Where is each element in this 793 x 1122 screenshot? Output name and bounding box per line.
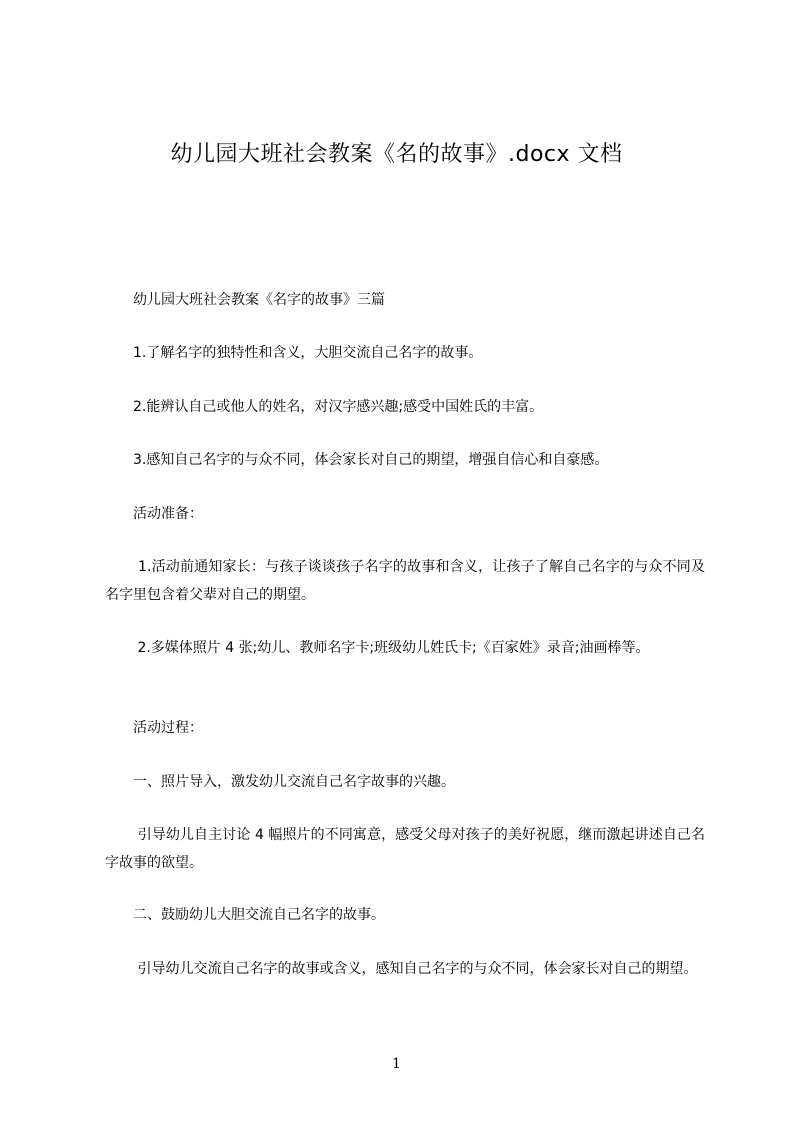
document-title: 幼儿园大班社会教案《名的故事》.docx 文档 [170, 142, 623, 167]
paragraph-step-1-heading: 一、照片导入，激发幼儿交流自己名字故事的兴趣。 [105, 774, 455, 790]
paragraph-step-2-heading: 二、鼓励幼儿大胆交流自己名字的故事。 [105, 907, 385, 923]
paragraph-step-2-body: 引导幼儿交流自己名字的故事或含义，感知自己名字的与众不同，体会家长对自己的期望。 [105, 961, 698, 977]
paragraph-step-1-body: 引导幼儿自主讨论 4 幅照片的不同寓意，感受父母对孩子的美好祝愿，继而激起讲述自己名字故事的欲望。 [105, 827, 705, 871]
paragraph-process-heading: 活动过程： [105, 720, 203, 736]
paragraph-heading: 幼儿园大班社会教案《名字的故事》三篇 [105, 292, 385, 308]
paragraph-preparation-1: 1.活动前通知家长：与孩子谈谈孩子名字的故事和含义，让孩子了解自己名字的与众不同及名字里包含着父辈对自己的期望。 [105, 559, 705, 603]
page-number: 1 [392, 1056, 401, 1072]
paragraph-objective-2: 2.能辨认自己或他人的姓名，对汉字感兴趣;感受中国姓氏的丰富。 [105, 399, 544, 415]
paragraph-objective-3: 3.感知自己名字的与众不同，体会家长对自己的期望，增强自信心和自豪感。 [105, 452, 609, 468]
paragraph-objective-1: 1.了解名字的独特性和含义，大胆交流自己名字的故事。 [105, 345, 483, 361]
paragraph-preparation-heading: 活动准备： [105, 506, 203, 522]
paragraph-preparation-2: 2.多媒体照片 4 张;幼儿、教师名字卡;班级幼儿姓氏卡;《百家姓》录音;油画棒等。 [105, 640, 650, 656]
